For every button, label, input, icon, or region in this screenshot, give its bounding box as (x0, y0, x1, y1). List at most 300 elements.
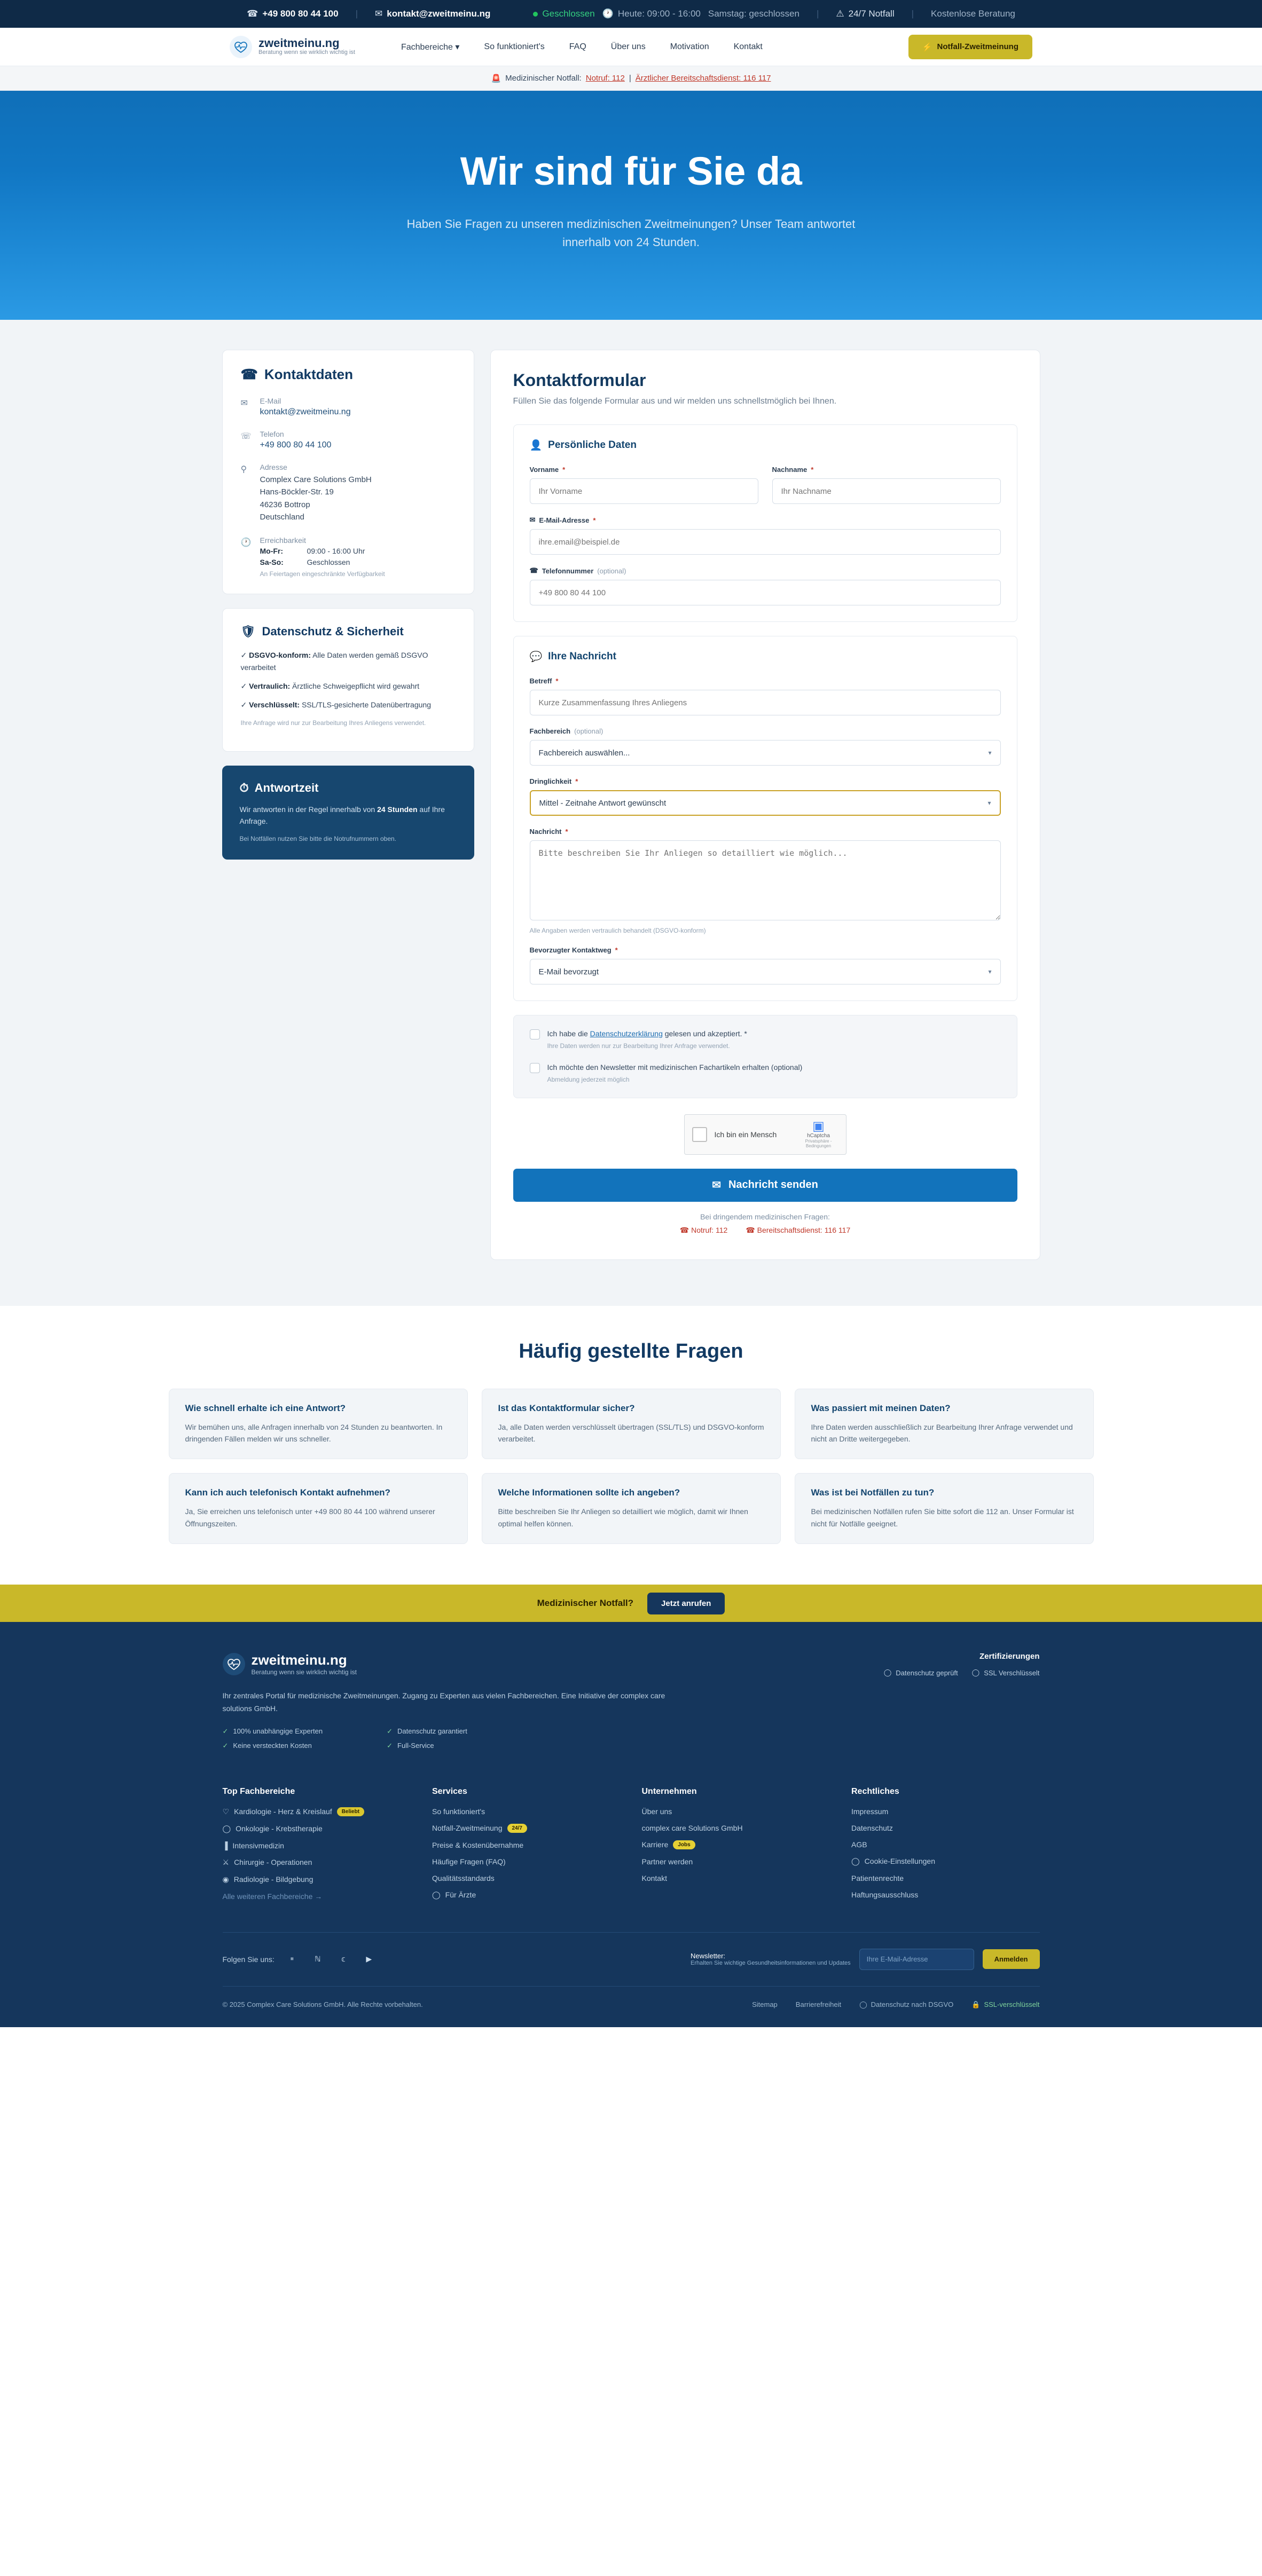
topbar-phone-value: +49 800 80 44 100 (262, 9, 339, 19)
phone-label (530, 566, 1001, 575)
topbar-emergency[interactable] (836, 9, 894, 19)
privacy-policy-link[interactable]: Datenschutzerklärung (590, 1029, 663, 1038)
contact-email-value[interactable]: kontakt@zweitmeinu.ng (260, 407, 351, 417)
emergency-cta-text: Medizinischer Notfall? (537, 1598, 634, 1609)
specialty-select[interactable] (530, 740, 1001, 766)
form-section-personal-label: Persönliche Daten (548, 439, 637, 451)
privacy-consent-checkbox[interactable] (530, 1029, 540, 1039)
chevron-down-icon: ▾ (987, 799, 991, 807)
footer-link-label: Chirurgie - Operationen (234, 1858, 312, 1867)
nav-item-fachbereiche-label: Fachbereiche (401, 42, 453, 52)
user-icon: 👤 (529, 440, 543, 452)
response-time-text (240, 803, 457, 828)
response-time-title-text: Antwortzeit (254, 781, 319, 794)
footer (0, 1622, 1262, 2027)
specialty-optional-text: (optional) (574, 727, 603, 736)
envelope-icon: ✉ (712, 1179, 721, 1192)
footer-link[interactable] (642, 1857, 830, 1866)
footer-column-unternehmen (642, 1787, 830, 1908)
privacy-consent-row[interactable] (530, 1028, 1001, 1051)
privacy-item-2 (241, 680, 456, 692)
scan-icon: ◉ (222, 1874, 229, 1884)
contact-pref-select[interactable] (530, 959, 1001, 984)
privacy-note: Ihre Anfrage wird nur zur Bearbeitung Ihres Anliegens verwendet. (240, 719, 426, 727)
emergency-link-112[interactable]: Notruf: 112 (585, 74, 625, 83)
specialty-group (530, 727, 1001, 766)
linkedin-icon[interactable]: ℕ (315, 1955, 321, 1964)
response-text-part2: auf Ihre Anfrage. (239, 805, 445, 826)
topbar-hours-sat: Samstag: geschlossen (708, 9, 799, 19)
clock-icon: 🕐 (602, 9, 614, 19)
check-icon: ✓ (240, 700, 247, 710)
hours-day-weekend: Sa-So: (260, 558, 284, 567)
footer-link-label: Häufige Fragen (FAQ) (432, 1857, 506, 1866)
content-area (0, 320, 1262, 1305)
footer-link-label: Patientenrechte (851, 1873, 904, 1882)
footer-badge: 24/7 (507, 1824, 527, 1833)
captcha-checkbox[interactable] (692, 1127, 707, 1142)
form-section-message-label: Ihre Nachricht (548, 651, 616, 663)
topbar-hours-today-text: Heute: 09:00 - 16:00 (617, 9, 701, 19)
message-label (530, 828, 1001, 836)
hours-row-weekday (260, 547, 456, 555)
footer-link[interactable] (223, 1807, 411, 1816)
phone-input[interactable] (530, 580, 1001, 605)
check-circle-icon: ✓ (222, 1741, 229, 1750)
faq-title: Häufig gestellte Fragen (519, 1340, 743, 1362)
phone-label-text: Telefonnummer (542, 566, 594, 575)
footer-link-label: Intensivmedizin (232, 1841, 284, 1850)
footer-link[interactable] (223, 1875, 411, 1884)
captcha-links[interactable]: Privatsphäre - Bedingungen (805, 1139, 832, 1149)
phone-icon: ☎ (240, 366, 258, 383)
contact-phone-label: Telefon (260, 430, 284, 439)
footer-check-item (223, 1727, 323, 1736)
hero-subtitle: Haben Sie Fragen zu unseren medizinischen Zweitmeinungen? Unser Team antwortet innerhalb von 24 Stunden. (406, 217, 856, 249)
youtube-icon[interactable]: ▶ (366, 1955, 372, 1964)
response-time-note: Bei Notfällen nutzen Sie bitte die Notrufnummern oben. (239, 834, 397, 842)
faq-section (0, 1306, 1262, 1585)
privacy-consent-pre: Ich habe die (547, 1029, 590, 1038)
required-mark: * (615, 946, 618, 955)
form-section-personal (513, 424, 1017, 622)
footer-badge: Beliebt (337, 1807, 364, 1816)
required-mark: * (565, 828, 568, 836)
footer-link[interactable] (642, 1824, 830, 1832)
logo-icon (230, 36, 252, 58)
emergency-siren-icon: 🚨 (491, 74, 501, 83)
footer-link-label: complex care Solutions GmbH (641, 1823, 743, 1832)
main-navigation (0, 28, 1262, 66)
faq-card[interactable] (169, 1473, 468, 1544)
footer-bottom-link-barrierefreiheit[interactable]: Barrierefreiheit (795, 2000, 842, 2009)
footer-bottom-dsgvo-label: Datenschutz nach DSGVO (871, 2000, 954, 2009)
footer-check-label: 100% unabhängige Experten (233, 1727, 323, 1736)
lock-icon: 🔒 (971, 2000, 981, 2008)
response-text-part1: Wir antworten in der Regel innerhalb von (239, 805, 378, 814)
hcaptcha-widget[interactable] (684, 1114, 846, 1155)
contact-pref-label-text: Bevorzugter Kontaktweg (529, 946, 612, 955)
footer-link[interactable] (432, 1841, 621, 1849)
privacy-security-card (222, 608, 474, 752)
contact-phone-row (241, 430, 456, 450)
captcha-brand-name: hCaptcha (807, 1133, 830, 1139)
cert-label: SSL Verschlüsselt (984, 1668, 1040, 1677)
footer-social-row (223, 1932, 1040, 1986)
required-mark: * (593, 516, 596, 524)
contact-hours-row (241, 536, 456, 578)
clock-icon: ⏱ (239, 781, 249, 794)
footer-check-label: Keine versteckten Kosten (233, 1742, 312, 1750)
divider: | (355, 9, 358, 19)
faq-question: Welche Informationen sollte ich angeben? (498, 1487, 680, 1498)
footer-bottom-link-dsgvo[interactable] (859, 2000, 953, 2009)
footer-link[interactable] (223, 1841, 411, 1850)
consent-block (513, 1015, 1017, 1098)
chevron-down-icon: ▾ (988, 968, 992, 976)
footer-checks-right (387, 1727, 467, 1756)
footer-link[interactable] (223, 1858, 411, 1867)
emergency-second-opinion-label: Notfall-Zweitmeinung (937, 42, 1018, 51)
twitter-icon[interactable]: 𝕔 (341, 1955, 346, 1964)
facebook-icon[interactable]: 𝄥 (291, 1955, 293, 1964)
topbar-hours-today (602, 9, 701, 19)
topbar-status (533, 9, 594, 19)
specialty-label (530, 727, 1001, 735)
address-line-3: 46236 Bottrop (260, 500, 310, 509)
faq-card[interactable] (169, 1389, 468, 1460)
footer-link[interactable] (432, 1857, 621, 1866)
faq-question: Was passiert mit meinen Daten? (811, 1403, 951, 1413)
phone-optional-text: (optional) (597, 566, 626, 575)
faq-card[interactable] (482, 1389, 781, 1460)
privacy-list (241, 649, 456, 728)
cert-item-ssl (972, 1668, 1040, 1677)
subject-input[interactable] (530, 690, 1001, 715)
alert-icon: ⚠ (836, 9, 844, 19)
footer-check-label: Datenschutz garantiert (397, 1727, 467, 1736)
envelope-icon: ✉ (529, 516, 536, 524)
hours-row-weekend (260, 558, 456, 566)
message-textarea[interactable] (530, 840, 1001, 920)
nav-item-ueber-uns[interactable]: Über uns (610, 42, 646, 51)
newsletter-title: Newsletter: (691, 1952, 726, 1960)
envelope-icon: ✉ (240, 399, 248, 408)
scalpel-icon: ⚔ (222, 1857, 230, 1866)
privacy-item-3 (241, 699, 456, 711)
cert-label: Datenschutz geprüft (896, 1668, 958, 1677)
circle-icon: ◯ (222, 1824, 231, 1833)
topbar-phone[interactable] (247, 9, 338, 19)
urgency-select-value: Mittel - Zeitnahe Antwort gewünscht (539, 798, 667, 808)
form-footer-link-112[interactable]: ☎ Notruf: 112 (679, 1225, 728, 1234)
first-name-group (530, 466, 758, 504)
check-circle-icon: ✓ (387, 1741, 393, 1750)
footer-link[interactable] (851, 1857, 1040, 1866)
heart-icon: ♡ (222, 1807, 230, 1816)
footer-link-label: So funktioniert's (432, 1807, 485, 1816)
newsletter-subtitle: Erhalten Sie wichtige Gesundheitsinformationen und Updates (691, 1960, 851, 1967)
footer-link[interactable] (851, 1840, 1040, 1849)
faq-answer: Ja, alle Daten werden verschlüsselt übertragen (SSL/TLS) und DSGVO-konform verarbeitet. (498, 1422, 764, 1443)
footer-link[interactable] (432, 1824, 621, 1833)
footer-link-label: Preise & Kostenübernahme (432, 1840, 524, 1849)
brand-name: zweitmeinu.ng (258, 36, 340, 50)
address-line-1: Complex Care Solutions GmbH (260, 475, 372, 485)
footer-link[interactable] (432, 1874, 621, 1882)
form-subtitle: Füllen Sie das folgende Formular aus und wir melden uns schnellstmöglich bei Ihnen. (513, 397, 837, 406)
message-group (530, 828, 1001, 934)
first-name-label-text: Vorname (529, 466, 559, 474)
footer-link-label: Für Ärzte (445, 1890, 476, 1900)
topbar-emergency-text: 24/7 Notfall (848, 9, 895, 19)
emergency-strip (0, 66, 1262, 91)
check-circle-icon: ✓ (222, 1727, 229, 1735)
emergency-cta-strip (0, 1585, 1262, 1622)
form-footer-note (513, 1212, 1017, 1235)
form-section-message (513, 636, 1017, 1001)
footer-link[interactable] (642, 1874, 830, 1882)
email-group (530, 516, 1001, 555)
check-circle-icon: ✓ (387, 1727, 393, 1735)
footer-column-title: Rechtliches (851, 1786, 899, 1796)
chevron-down-icon: ▾ (988, 749, 992, 757)
response-time-card (222, 766, 474, 860)
form-footer-link-116117-label: Bereitschaftsdienst: 116 117 (757, 1225, 851, 1234)
phone-icon: ☏ (240, 432, 252, 442)
footer-link[interactable] (432, 1807, 621, 1816)
contact-email-label: E-Mail (260, 397, 281, 406)
form-footer-link-116117[interactable]: ☎ Bereitschaftsdienst: 116 117 (746, 1225, 851, 1234)
last-name-input[interactable] (772, 478, 1001, 504)
footer-link[interactable] (642, 1807, 830, 1816)
footer-link[interactable] (851, 1874, 1040, 1882)
footer-column-title: Unternehmen (641, 1786, 697, 1796)
footer-badge: Jobs (673, 1840, 695, 1849)
copyright-text: © 2025 Complex Care Solutions GmbH. Alle Rechte vorbehalten. (222, 2000, 423, 2009)
footer-link[interactable] (851, 1890, 1040, 1899)
certifications-block (884, 1652, 1040, 1677)
submit-button[interactable] (513, 1169, 1017, 1202)
contact-details-title (241, 366, 456, 383)
subject-label (530, 677, 1001, 685)
emergency-second-opinion-button[interactable] (908, 35, 1032, 59)
faq-card[interactable] (795, 1389, 1094, 1460)
hcaptcha-logo-icon: ▣ (812, 1119, 825, 1134)
name-row (530, 466, 1001, 516)
footer-check-item (387, 1742, 467, 1750)
email-label-text: E-Mail-Adresse (539, 516, 590, 524)
privacy-item-1-text: Alle Daten werden gemäß DSGVO verarbeitet (240, 651, 428, 672)
faq-card[interactable] (482, 1473, 781, 1544)
form-footer-link-112-label: Notruf: 112 (691, 1225, 728, 1234)
contact-form-column (490, 350, 1040, 1259)
footer-column-title: Top Fachbereiche (222, 1786, 295, 1796)
last-name-label (772, 466, 1001, 474)
footer-link-label: Qualitätsstandards (432, 1873, 495, 1882)
newsletter-consent-row[interactable] (530, 1062, 1001, 1085)
footer-link-columns (223, 1787, 1040, 1932)
shield-check-icon: ◯ (883, 1668, 892, 1677)
brand-logo[interactable] (230, 36, 355, 58)
footer-checks (223, 1727, 666, 1756)
envelope-icon: ✉ (375, 9, 383, 19)
footer-link-label: Onkologie - Krebstherapie (236, 1824, 323, 1833)
contact-address-label: Adresse (260, 463, 287, 472)
utility-bar (0, 0, 1262, 28)
message-label-text: Nachricht (529, 828, 562, 836)
contact-phone-value[interactable]: +49 800 80 44 100 (260, 440, 332, 450)
contact-address-lines (260, 474, 372, 523)
faq-question: Ist das Kontaktformular sicher? (498, 1403, 635, 1413)
nav-item-faq[interactable]: FAQ (569, 42, 586, 51)
footer-check-label: Full-Service (397, 1742, 434, 1750)
phone-group (530, 566, 1001, 605)
address-line-2: Hans-Böckler-Str. 19 (260, 487, 334, 497)
urgency-select[interactable] (530, 790, 1001, 816)
emergency-prefix: Medizinischer Notfall: (505, 74, 582, 83)
page-title: Wir sind für Sie da (460, 149, 802, 193)
footer-column-rechtliches (851, 1787, 1040, 1908)
form-footer-links (513, 1226, 1017, 1235)
footer-link-label: Karriere (641, 1840, 669, 1849)
footer-link[interactable] (432, 1890, 621, 1900)
urgency-label (530, 777, 1001, 785)
privacy-item-2-bold: Vertraulich: (249, 681, 291, 690)
faq-answer: Ihre Daten werden ausschließlich zur Bearbeitung Ihrer Anfrage verwendet und nicht an Dritte weitergegeben. (811, 1422, 1073, 1443)
footer-check-item (223, 1742, 323, 1750)
check-icon: ✓ (240, 651, 247, 660)
first-name-label (530, 466, 758, 474)
form-section-message-title (530, 650, 1001, 663)
footer-more-link[interactable]: Alle weiteren Fachbereiche → (222, 1892, 323, 1901)
faq-question: Was ist bei Notfällen zu tun? (811, 1487, 935, 1498)
footer-bottom-link-sitemap[interactable]: Sitemap (752, 2000, 778, 2009)
newsletter-email-input[interactable] (859, 1949, 974, 1970)
footer-link[interactable] (642, 1840, 830, 1849)
follow-label: Folgen Sie uns: (222, 1955, 275, 1964)
chat-icon: 💬 (529, 651, 543, 663)
nav-item-motivation[interactable]: Motivation (670, 42, 709, 51)
hours-note: An Feiertagen eingeschränkte Verfügbarkeit (260, 570, 385, 578)
newsletter-labels (691, 1952, 851, 1966)
email-input[interactable] (530, 529, 1001, 555)
address-line-4: Deutschland (260, 512, 304, 522)
footer-link[interactable] (223, 1824, 411, 1833)
chevron-down-icon: ▾ (455, 42, 460, 52)
privacy-item-1-bold: DSGVO-konform: (249, 651, 311, 660)
faq-answer: Ja, Sie erreichen uns telefonisch unter +49 800 80 44 100 während unserer Öffnungszeiten. (185, 1507, 435, 1528)
nav-item-so-funktionierts[interactable]: So funktioniert's (484, 42, 545, 51)
urgency-label-text: Dringlichkeit (529, 777, 572, 786)
stethoscope-icon: ◯ (432, 1890, 441, 1899)
newsletter-consent-text (547, 1062, 803, 1085)
faq-answer: Wir bemühen uns, alle Anfragen innerhalb von 24 Stunden zu beantworten. In dringenden Fällen melden wir uns schneller. (185, 1422, 443, 1443)
topbar-email[interactable] (375, 9, 490, 19)
form-title: Kontaktformular (513, 371, 646, 390)
required-mark: * (811, 466, 814, 474)
newsletter-email-placeholder: Ihre E-Mail-Adresse (866, 1955, 928, 1964)
lock-icon: ◯ (971, 1668, 980, 1677)
footer-bottom (223, 1986, 1040, 2027)
privacy-consent-text: Ich habe die Datenschutzerklärung gelesen und akzeptiert. * Ihre Daten werden nur zur Bearbeitung Ihrer Anfrage verwendet. (547, 1028, 747, 1051)
nav-item-kontakt[interactable]: Kontakt (733, 42, 763, 51)
certifications-row (884, 1668, 1040, 1677)
footer-check-item (387, 1727, 467, 1736)
footer-link[interactable] (851, 1824, 1040, 1832)
privacy-consent-note: Ihre Daten werden nur zur Bearbeitung Ihrer Anfrage verwendet. (547, 1042, 730, 1050)
brand-tagline: Beratung wenn sie wirklich wichtig ist (258, 49, 355, 56)
contact-details-title-text: Kontaktdaten (264, 366, 354, 383)
nav-item-fachbereiche[interactable] (401, 42, 459, 52)
footer-link-label: Haftungsausschluss (851, 1890, 919, 1899)
specialty-label-text: Fachbereich (529, 727, 571, 736)
privacy-item-3-text: SSL/TLS-gesicherte Datenübertragung (301, 700, 431, 710)
footer-link[interactable] (851, 1807, 1040, 1816)
footer-bottom-ssl (971, 2000, 1039, 2009)
first-name-input[interactable] (530, 478, 758, 504)
emergency-separator: | (629, 74, 631, 83)
subject-group (530, 677, 1001, 715)
footer-brand[interactable] (223, 1652, 666, 1676)
clock-icon: 🕐 (240, 538, 252, 548)
last-name-group (772, 466, 1001, 504)
footer-bottom-links (752, 2000, 1039, 2009)
response-text-bold: 24 Stunden (377, 805, 418, 814)
privacy-title-text: Datenschutz & Sicherheit (262, 625, 404, 639)
hours-value-weekday: 09:00 - 16:00 Uhr (307, 547, 365, 556)
shield-icon: 🛡 (240, 625, 256, 639)
form-section-personal-title (530, 439, 1001, 452)
emergency-link-116117[interactable]: Ärztlicher Bereitschaftsdienst: 116 117 (635, 74, 771, 83)
contact-pref-label (530, 946, 1001, 954)
bolt-icon: ⚡ (922, 42, 932, 52)
divider-3: | (911, 9, 914, 19)
captcha-label: Ich bin ein Mensch (714, 1130, 777, 1139)
footer-column-fachbereiche (223, 1787, 411, 1908)
newsletter-block (691, 1949, 1039, 1970)
topbar-status-text: Geschlossen (542, 9, 595, 19)
urgency-group (530, 777, 1001, 816)
captcha-brand-block (799, 1120, 838, 1148)
footer-column-title: Services (432, 1786, 467, 1796)
email-label (530, 516, 1001, 524)
contact-email-row (241, 397, 456, 417)
footer-link-label: Kontakt (641, 1873, 667, 1882)
footer-link-label: Radiologie - Bildgebung (233, 1875, 313, 1884)
newsletter-consent-checkbox[interactable] (530, 1063, 540, 1073)
newsletter-subscribe-button[interactable]: Anmelden (983, 1949, 1040, 1969)
faq-answer: Bitte beschreiben Sie Ihr Anliegen so detailliert wie möglich, damit wir Ihnen optimal helfen können. (498, 1507, 748, 1528)
form-footer-text: Bei dringendem medizinischen Fragen: (700, 1212, 830, 1221)
call-now-button[interactable]: Jetzt anrufen (647, 1593, 725, 1614)
opening-hours (260, 547, 456, 578)
cert-item-datenschutz (884, 1668, 958, 1677)
map-pin-icon: ⚲ (240, 465, 247, 475)
faq-card[interactable] (795, 1473, 1094, 1544)
topbar-free-consult: Kostenlose Beratung (931, 9, 1015, 19)
footer-link-label: Cookie-Einstellungen (864, 1857, 935, 1866)
newsletter-consent-note: Abmeldung jederzeit möglich (547, 1076, 630, 1084)
contact-pref-select-value: E-Mail bevorzugt (538, 967, 599, 976)
social-links (223, 1951, 377, 1967)
contact-hours-label: Erreichbarkeit (260, 536, 306, 545)
footer-link-label: Kardiologie - Herz & Kreislauf (234, 1807, 332, 1816)
footer-link-label: AGB (851, 1840, 867, 1849)
privacy-item-1 (241, 649, 456, 673)
footer-link-label: Notfall-Zweitmeinung (432, 1824, 503, 1833)
privacy-title (241, 625, 456, 639)
